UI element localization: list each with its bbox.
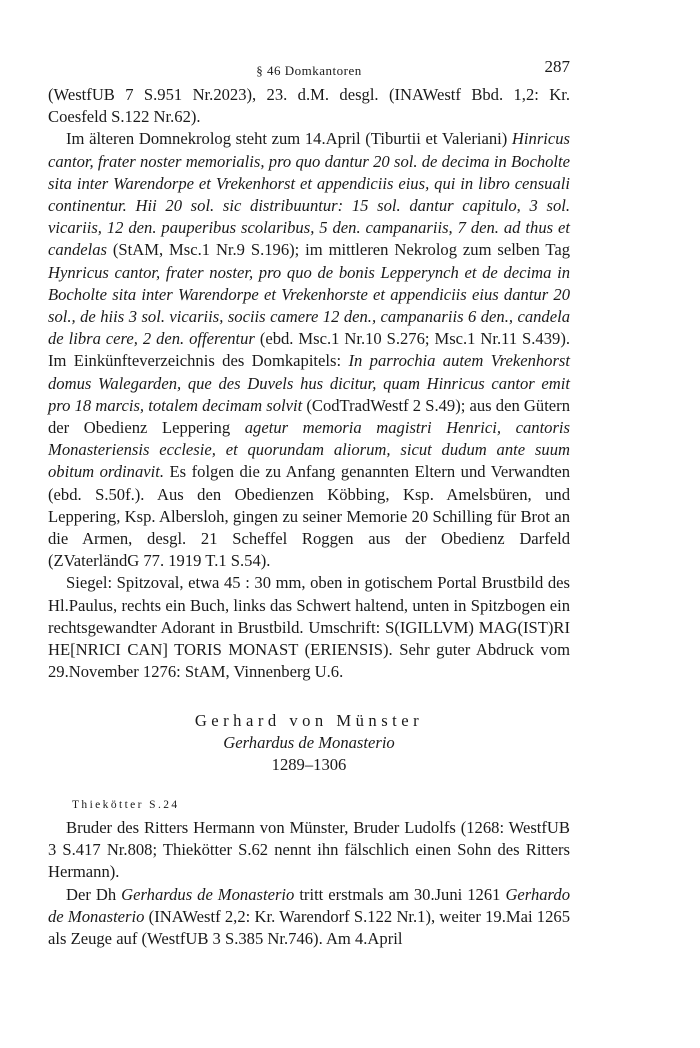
latin-name: Gerhardus de Monasterio: [223, 733, 395, 752]
entry-years: 1289–1306: [271, 755, 347, 774]
text-run: Es folgen die zu Anfang genannten Eltern und Verwandten (ebd. S.50f.). Aus den Obedienzen Köbbing, Ksp. Amelsbüren, und Leppering, Ksp. Albersloh, gingen zu seiner Memorie 20 Schilling für Brot an die Armen, desgl. 21 Scheffel Roggen aus der Obedienz Darfeld (ZVaterländG 77. 1919 T.1 S.54).: [48, 462, 570, 571]
latin-name: Gerhardus de Monasterio: [121, 884, 295, 904]
paragraph-5: [48, 884, 570, 951]
paragraph-4: [48, 817, 570, 884]
text-run: Im älteren Domnekrolog steht zum 14.April (Tiburtii et Valeriani): [66, 129, 512, 149]
paragraph-1: [48, 84, 570, 128]
text-run: (INAWestf 2,2: Kr. Warendorf S.122 Nr.1), weiter 19.Mai 1265 als Zeuge auf (WestfUB 3 S.385 Nr.746). Am 4.April: [48, 906, 570, 949]
latin-quote: agetur memoria magistri Henrici, cantoris Monasteriensis ecclesie, et quorundam aliorum, sicut dudum ante suum obitum ordinavit.: [48, 418, 570, 482]
text-run: tritt erstmals am 30.Juni 1261: [294, 884, 506, 904]
latin-quote: In parrochia autem Vrekenhorst domus Walegarden, que des Duvels hus dicitur, quam Hinricus cantor emit pro 18 marcis, totalem decimam solvit: [48, 351, 570, 415]
latin-quote: Hinricus cantor, frater noster memorialis, pro quo dantur 20 sol. de decima in Bocholte sita inter Warendorpe et Vrekenhorst et appendiciis eius, qui in libro censuali continentur. Hii 20 sol. sic distribuuntur: 15 sol. dantur capitulo, 3 sol. vicariis, 12 den. pauperibus scolaribus, 5 den. campanariis, 7 den. ad thus et candelas: [48, 129, 570, 260]
entry-latin-name: [48, 732, 570, 754]
text-run: Der Dh: [66, 884, 122, 904]
latin-name: Gerhardo de Monasterio: [48, 884, 570, 926]
entry-body-text: [48, 817, 570, 950]
latin-quote: Hynricus cantor, frater noster, pro quo de bonis Lepperynch et de decima in Bocholte sita inter Warendorpe et Vrekenhorste et appendiciis eius dantur 20 sol., de hiis 3 sol. vicariis, sociis camere 12 den., campanariis 6 den., candela de libra cere, 2 den. offerentur: [48, 262, 570, 349]
text-run: Siegel: Spitzoval, etwa 45 : 30 mm, oben in gotischem Portal Brustbild des Hl.Paulus, rechts ein Buch, links das Schwert haltend, unten in Spitzbogen ein rechtsgewandter Adorant in Brustbild. Umschrift: S(IGILLVM) MAG(IST)RI HE[NRICI CAN] TORIS MONAST (ERIENSIS). Sehr guter Abdruck vom 29.November 1276: StAM, Vinnenberg U.6.: [48, 573, 570, 682]
text-run: (CodTradWestf 2 S.49); aus den Gütern der Obedienz Leppering: [48, 395, 570, 438]
text-run: Bruder des Ritters Hermann von Münster, Bruder Ludolfs (1268: WestfUB 3 S.417 Nr.808; Thiekötter S.62 nennt ihn fälschlich einen Sohn des Ritters Hermann).: [48, 818, 570, 882]
text-run: (StAM, Msc.1 Nr.9 S.196); im mittleren Nekrolog zum selben Tag: [107, 240, 570, 260]
text-run: (ebd. Msc.1 Nr.10 S.276; Msc.1 Nr.11 S.439). Im Einkünfteverzeichnis des Domkapitels:: [48, 329, 570, 371]
entry-name: Gerhard von Münster: [194, 711, 424, 730]
section-title: § 46 Domkantoren: [256, 63, 362, 78]
running-head: [48, 57, 570, 81]
page-number: 287: [544, 57, 570, 76]
body-text: [48, 84, 570, 683]
paragraph-2: [48, 128, 570, 572]
paragraph-seal: [48, 572, 570, 683]
entry-heading: [48, 710, 570, 776]
text-run: (WestfUB 7 S.951 Nr.2023), 23. d.M. desgl. (INAWestf Bbd. 1,2: Kr. Coesfeld S.122 Nr.62).: [48, 85, 570, 127]
literature-reference: Thiekötter S.24: [72, 799, 180, 811]
